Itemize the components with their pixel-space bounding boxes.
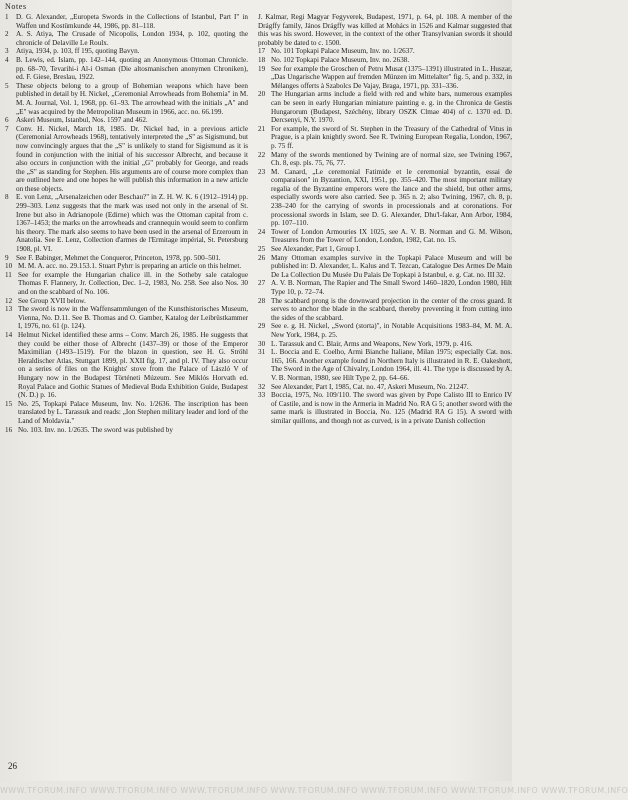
footnote-text: B. Lewis, ed. Islam, pp. 142–144, quoting an Anonymous Ottoman Chronicle. pp. 68–70, Tevarihi-i Al-i Osman (Die altosmanischen anonymen Chroniken), ed. F. Giese, Breslau, 1922.	[16, 55, 248, 82]
footnote	[5, 56, 248, 82]
footnote	[258, 348, 512, 382]
footnote-text: J. Kalmar, Regi Magyar Fegyverek, Budapest, 1971, p. 64, pl. 108. A member of the Drágffy family, János Drágffy was killed at Mohács in 1526 and Kalmar suggested that this was his sword. However, in the context of the other Transylvanian swords it should probably be dated to c. 1500.	[258, 13, 512, 47]
footnote-text: E. von Lenz, „Arsenalzeichen oder Beschau?" in Z. H. W. K. 6 (1912–1914) pp. 299–303. Lenz suggests that the mark was used not only in the arsenal of St. Irene but also in Adrianopole (Edirne) which was the Ottoman capital from c. 1367–1453; the marks on the arrowheads and crannequin would seem to confirm his theory. The mark also seems to have been used in the arsenal of Erzeroum in Anatolia. See E. Lenz, Collection d'armes de l'Ermitage impérial, St. Petersburg 1908, pl. VI.	[16, 193, 248, 254]
footnote	[5, 305, 248, 331]
footnote	[258, 65, 512, 91]
footnote-text: See Group XVII below.	[18, 296, 86, 305]
footnote	[5, 254, 248, 263]
footnote-text: Atiya, 1934, p. 103, ff 195, quoting Bavyn.	[16, 47, 140, 56]
footnote	[258, 340, 512, 349]
footnote	[258, 168, 512, 228]
footnote-text: Askeri Museum, Istanbul, Nos. 1597 and 462.	[16, 116, 148, 125]
footnote-text: No. 101 Topkapi Palace Museum, Inv. no. 1/2637.	[271, 47, 415, 56]
footnote-text: See for example the Hungarian chalice ill. in the Sotheby sale catalogue Thomas F. Flannery, Jr. Collection, Dec. 1–2, 1983, No. 258. See also Nos. 30 and on the scabbard of No. 106.	[18, 270, 248, 296]
footnote-text: No. 103. Inv. no. 1/2635. The sword was published by	[18, 425, 173, 434]
footnote	[258, 383, 512, 392]
footnote-text: The sword is now in the Waffensammlungen of the Kunsthistorisches Museum, Vienna, No. D.11. See B. Thomas and O. Gamber, Katalog der Leibrüstkammer I, 1976, no. 61 (p. 124).	[18, 305, 248, 331]
footnote	[5, 297, 248, 306]
footnote-text: L. Tarassuk and C. Blair, Arms and Weapons, New York, 1979, p. 416.	[271, 339, 473, 348]
footnote-text: Conv. H. Nickel, March 18, 1985. Dr. Nickel had, in a previous article (Ceremonial Arrowheads 1968), tentatively interpreted the „S" as Sigismund, but now convincingly argues that the „S" is unlikely to stand for Sigismund as it is found in conjunction with the initial of his successor Albrecht, and because it also occurs in conjunction with the initial „G" probably for George, and reads the „S" as standing for Stephen. His arguments are of course more complex than are outlined here and one hopes he will publish this information in a new article on these objects.	[16, 124, 248, 193]
footnote-number: 32	[258, 382, 266, 391]
footnote-number: 24	[258, 227, 266, 236]
notes-column-right	[258, 13, 512, 426]
footnote-text: No. 25, Topkapi Palace Museum, Inv. No. 1/2636. The inscription has been translated by L. Tarassuk and reads: „Ion Stephen military leader and lord of the Land of Moldavia."	[18, 399, 248, 425]
footnote-number: 31	[258, 348, 266, 357]
footnote-text: D. G. Alexander, „Europeta Swords in the Collections of Istanbul, Part I" in Waffen und Kostümkunde 44, 1986, pp. 81–118.	[16, 13, 248, 30]
footnote-text: These objects belong to a group of Bohemian weapons which have been published in detail by H. Nickel, „Ceremonial Arrowheads from Bohemia" in M. M. A. Journal, Vol. 1, 1968, pp. 61–93. The arrowhead with the initials „A" and „E" was acquired by the Metropolitan Museum in 1966, acc. no. 66.199.	[16, 81, 248, 116]
footnote	[5, 262, 248, 271]
footnote-text: Many of the swords mentioned by Twining are of normal size, see Twining 1967, Ch. 8, esp. pls. 75, 76, 77.	[271, 150, 512, 168]
footnote-number: 25	[258, 245, 266, 254]
footnote	[5, 400, 248, 426]
notes-column-left	[5, 13, 248, 434]
footnote-number: 6	[5, 116, 9, 125]
footnote	[5, 426, 248, 435]
footnote	[258, 228, 512, 245]
footnote-text: The Hungarian arms include a field with red and white bars, numerous examples can be seen in early Hungarian miniature painting e. g. in the Chronica de Gestis Hungarorum (Budapest, Széchény, library OSZK Clmae 404) of c. 1370 ed. D. Dercsenyi, N.Y. 1970.	[271, 90, 512, 125]
footnote-number: 22	[258, 150, 266, 159]
footnote-number: 30	[258, 339, 266, 348]
footnote-text: The scabbard prong is the downward projection in the center of the cross guard. It serves to anchor the blade in the scabbard, thereby preventing it from cutting into the sides of the scabbard.	[271, 296, 512, 322]
footnote-number: 27	[258, 279, 266, 288]
footnote	[5, 13, 248, 30]
footnote-text: See Alexander, Part 1, Group I.	[271, 245, 361, 254]
footnote-number: 28	[258, 296, 266, 305]
footnote-text: Boccia, 1975, No. 109/110. The sword was given by Pope Calisto III to Enrico IV of Castile, and is now in the Armeria in Madrid No. RA G 5; another sword with the same mark is illustrated in Boccia, No. 125 (Madrid RA G 15). A sword with similar quillons, and though not as curved, is in a private Danish collection	[271, 391, 512, 425]
footnote	[5, 30, 248, 47]
footnote	[258, 245, 512, 254]
footnote	[258, 322, 512, 339]
footnote	[258, 90, 512, 124]
footnote-text: For example, the sword of St. Stephen in the Treasury of the Cathedral of Vitus in Prague, is a plain knightly sword. See R. Twining European Regalia, London, 1967, p. 75 ff.	[271, 124, 512, 150]
footnote	[258, 297, 512, 323]
footnote-number: 3	[5, 47, 9, 56]
footnote-text: M. M. A. acc. no. 29.153.1. Stuart Pyhrr is preparing an article on this helmet.	[18, 262, 242, 271]
footnote-number: 21	[258, 124, 266, 133]
footnote-number: 29	[258, 322, 266, 331]
footnote-number: 17	[258, 47, 266, 56]
footnote-text: Tower of London Armouries IX 1025, see A. V. B. Norman and G. M. Wilson, Treasures from the Tower of London, London, 1982, Cat. no. 15.	[271, 227, 512, 245]
footnote	[5, 82, 248, 116]
footnote-text: L. Boccia and E. Coelho, Armi Bianche Italiane, Milan 1975; especially Cat. nos. 165, 166. Another example found in Northern Italy is illustrated in R. E. Oakeshott, The Sword in the Age of Chivalry, London 1964, ill. 41. The type is discussed by A. V. B. Norman, 1980, see Hilt Type 2, pp. 64–66.	[271, 348, 512, 382]
footnote-text: A. V. B. Norman, The Rapier and The Small Sword 1460–1820, London 1980, Hilt Type 10, p. 72–74.	[271, 279, 512, 296]
footnote	[258, 13, 512, 47]
footnote	[5, 331, 248, 400]
footnote-text: Helmut Nickel identified these arms – Conv. March 26, 1985. He suggests that they could be either those of Albrecht (1437–39) or those of the Emperor Maximilian (1493–1519). For the blazon in question, see H. G. Ströhl Heraldischer Atlas, Stuttgart 1899, pl. XXII fig. 17, and pl. IV. They also occur on a series of files on the Knights' stove from the Palace of László V of Hungary now in the Budapest Történeti Múzeum. See Miklós Horvath ed. Royal Palace and Gothic Statues of Medieval Buda Exhibition Guide, Budapest (N. D.) p. 16.	[18, 330, 248, 400]
footnote-number: 13	[5, 305, 13, 314]
page-header: Notes	[5, 2, 27, 11]
footnote-number: 9	[5, 253, 9, 262]
footnote-text: No. 102 Topkapi Palace Museum, Inv. no. 2638.	[271, 55, 410, 64]
footnote	[258, 279, 512, 296]
footnote-number: 5	[5, 81, 9, 90]
footnote-number: 11	[5, 270, 12, 279]
page-number: 26	[8, 761, 17, 771]
footnote	[258, 254, 512, 280]
footnote-number: 18	[258, 55, 266, 64]
footnote-text: See F. Babinger, Mehmet the Conqueror, Princeton, 1978, pp. 500–501.	[16, 253, 221, 262]
footnote	[258, 391, 512, 425]
footnote-text: See Alexander, Part I, 1985, Cat. no. 47, Askeri Museum, No. 21247.	[271, 382, 469, 391]
footnote-text: A. S. Atiya, The Crusade of Nicopolis, London 1934, p. 102, quoting the chronicle of Delaville Le Roulx.	[16, 30, 248, 47]
footnote-number: 15	[5, 399, 13, 408]
footnote	[5, 116, 248, 125]
footnote-number: 20	[258, 90, 266, 99]
footnote-number: 33	[258, 391, 266, 400]
footnote-text: M. Canard, „Le ceremonial Fatimide et le ceremonial byzantin, essai de comparaison" in Byzantion, XXI, 1951, pp. 355–420. The most important military regalia of the Byzantine emperors were the lance and the shield, but other arms, especially swords were also carried. See p. 365 n. 2; also Twining, 1967, ch. 8, p. 238–240 for the carrying of swords in processionals and at coronations. For processional swords in Islam, see D. G. Alexander, Dhu'l-fakar, Ann Arbor, 1984, pp. 107–110.	[271, 167, 512, 228]
watermark-strip: WWW.TFORUM.INFO WWW.TFORUM.INFO WWW.TFORUM.INFO WWW.TFORUM.INFO WWW.TFORUM.INFO WWW.TFORUM.INFO WWW.TFORUM.INFO	[0, 781, 512, 800]
footnote-number: 14	[5, 330, 13, 339]
footnote	[5, 125, 248, 194]
footnote	[258, 151, 512, 168]
footnote	[258, 56, 512, 65]
footnote-number: 1	[5, 13, 9, 21]
footnote-number: 26	[258, 253, 266, 262]
footnote-number: 16	[5, 425, 13, 434]
footnote	[5, 47, 248, 56]
footnote-number: 23	[258, 167, 266, 176]
footnote-text: Many Ottoman examples survive in the Topkapi Palace Museum and will be published in: D. Alexander, L. Kalus and T. Tezcan, Catalogue Des Armes De Main De La Collection Du Musée Du Palais De Topkapi à Istanbul, e. g. Cat. no. III 32.	[271, 253, 512, 279]
footnote-number: 19	[258, 64, 266, 73]
footnote-number: 4	[5, 55, 9, 64]
footnote-text: See e. g. H. Nickel, „Sword (storta)", in Notable Acquisitions 1983–84, M. M. A. New York, 1984, p. 25.	[271, 322, 512, 339]
footnote	[258, 47, 512, 56]
footnote	[5, 193, 248, 253]
footnote-number: 12	[5, 296, 13, 305]
footnote-number: 10	[5, 262, 13, 271]
footnote	[5, 271, 248, 297]
footnote-number: 2	[5, 30, 9, 39]
footnote-text: See for example the Groschen of Petru Musat (1375–1391) illustrated in L. Huszar, „Das Ungarische Wappen auf fremden Münzen im Mittelalter" fig. 5, and p. 332, in Mélanges offerts à Szabolcs De Vajay, Braga, 1971, pp. 331–336.	[271, 64, 512, 90]
footnote	[258, 125, 512, 151]
footnote-number: 8	[5, 193, 9, 202]
footnote-number: 7	[5, 124, 9, 133]
